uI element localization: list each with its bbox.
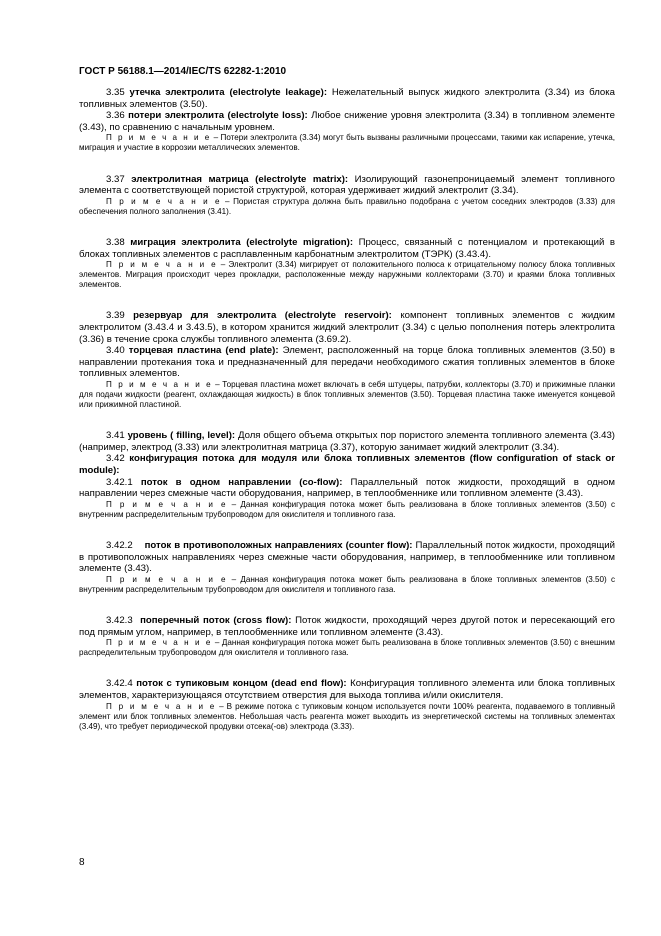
entry-group-3-39 [79,310,615,410]
note: П р и м е ч а н и е – Электролит (3.34) мигрирует от положительного полюса к отрицательному полюсу блока топливных элементов. Миграция происходит через прокладки, расположенные между наружными коллекторами (3.70) и краями блока топливных элементов. [79,260,615,290]
note: П р и м е ч а н и е – Торцевая пластина может включать в себя штуцеры, патрубки, коллекторы (3.70) и прижимные планки для подачи жидкости (реагент, охлаждающая жидкость) в блок топливных элементов (3.50). Торцевая пластина также именуется концевой или прижимной пластиной. [79,379,615,410]
term-entry: 3.41 уровень ( filling, level): Доля общего объема открытых пор пористого элемента топливного элемента (3.43) (например, электрод (3.33) или электролитная матрица (3.37), которую занимает жидкий электролит (3.34). [79,430,616,453]
term-entry: 3.38 миграция электролита (electrolyte migration): Процесс, связанный с потенциалом и протекающий в блоках топливных элементов с расплавленным карбонатным электролитом (ТЭРК) (3.43.4). [79,236,616,260]
entry-3-42-2 [79,540,615,595]
term-entry: 3.42.2 поток в противоположных направлениях (counter flow): Параллельный поток жидкости, проходящий в противоположных направлениях через смежные части оборудования, например, в теплообменнике или топливном элементе (3.43). [79,540,615,575]
note: П р и м е ч а н и е – Данная конфигурация потока может быть реализована в блоке топливных элементов (3.50) с внутренним распределительным трубопроводом для окислителя и топливного газа. [79,574,615,594]
document-body [79,87,615,752]
entry-3-37 [79,174,615,217]
page-number: 8 [79,857,85,868]
note: П р и м е ч а н и е – Потери электролита (3.34) могут быть вызваны различными процессами, такими как испарение, утечка, миграция и участие в коррозии металлических элементов. [79,133,615,153]
term-entry: 3.39 резервуар для электролита (electrolyte reservoir): компонент топливных элементов с жидким электролитом (3.43.4 и 3.43.5), в котором хранится жидкий электролит (3.34) с целью пополнения потерь электролита (3.36) в течение срока службы топливного элемента (3.69.2). [79,310,616,345]
term-entry: 3.36 потери электролита (electrolyte loss): Любое снижение уровня электролита (3.34) в топливном элементе (3.43), по сравнению с начальным уровнем. [79,110,615,133]
entry-group-3-41 [79,430,615,520]
term-entry: 3.42.3 поперечный поток (cross flow): Поток жидкости, проходящий через другой поток и пересекающий его под прямым углом, например, в теплообменнике или топливном элементе (3.43). [79,614,615,638]
entry-group-3-35 [79,87,615,154]
term-entry: 3.35 утечка электролита (electrolyte leakage): Нежелательный выпуск жидкого электролита (3.34) из блока топливных элементов (3.50). [79,87,615,110]
term-entry: 3.37 электролитная матрица (electrolyte matrix): Изолирующий газонепроницаемый элемент топливного элемента с соответствующей пористой структурой, которая удерживает жидкий электролит (3.34). [79,173,616,197]
term-entry: 3.42.1 поток в одном направлении (co-flow): Параллельный поток жидкости, проходящий в одном направлении через смежные части оборудования, например, в теплообменнике или топливном элементе (3.43). [79,476,615,500]
note: П р и м е ч а н и е – В режиме потока с тупиковым концом используется почти 100% реагента, подаваемого в топливный элемент или блок топливных элементов. Небольшая часть реагента может выходить из энергетической системы на топливных элементах (3.49), что требует периодической продувки отсека(-ов) электрода (3.33). [79,701,615,731]
entry-3-42-4 [79,678,615,731]
term-entry: 3.42 конфигурация потока для модуля или блока топливных элементов (flow configuration of stack or module): [79,453,615,477]
entry-3-38 [79,237,615,290]
note: П р и м е ч а н и е – Данная конфигурация потока может быть реализована в блоке топливных элементов (3.50) с внутренним распределительным трубопроводом для окислителя и топливного газа. [79,499,615,519]
term-entry: 3.42.4 поток с тупиковым концом (dead end flow): Конфигурация топливного элемента или блока топливных элементов, характеризующаяся отсутствием отверстия для выхода топлива и/или окислителя. [79,678,616,701]
term-entry: 3.40 торцевая пластина (end plate): Элемент, расположенный на торце блока топливных элементов (3.50) в направлении протекания тока и предназначенный для передачи необходимого сжатия топливных элементов в блоке топливных элементов. [79,345,616,380]
note: П р и м е ч а н и е – Пористая структура должна быть правильно подобрана с учетом соседних электродов (3.33) для обеспечения полного заполнения (3.41). [79,196,615,216]
entry-3-42-3 [79,615,615,658]
note: П р и м е ч а н и е – Данная конфигурация потока может быть реализована в блоке топливных элементов (3.50) с внешним распределительным трубопроводом для окислителя и топливного газа. [79,638,615,658]
document-header: ГОСТ Р 56188.1—2014/IEC/TS 62282-1:2010 [79,66,287,77]
